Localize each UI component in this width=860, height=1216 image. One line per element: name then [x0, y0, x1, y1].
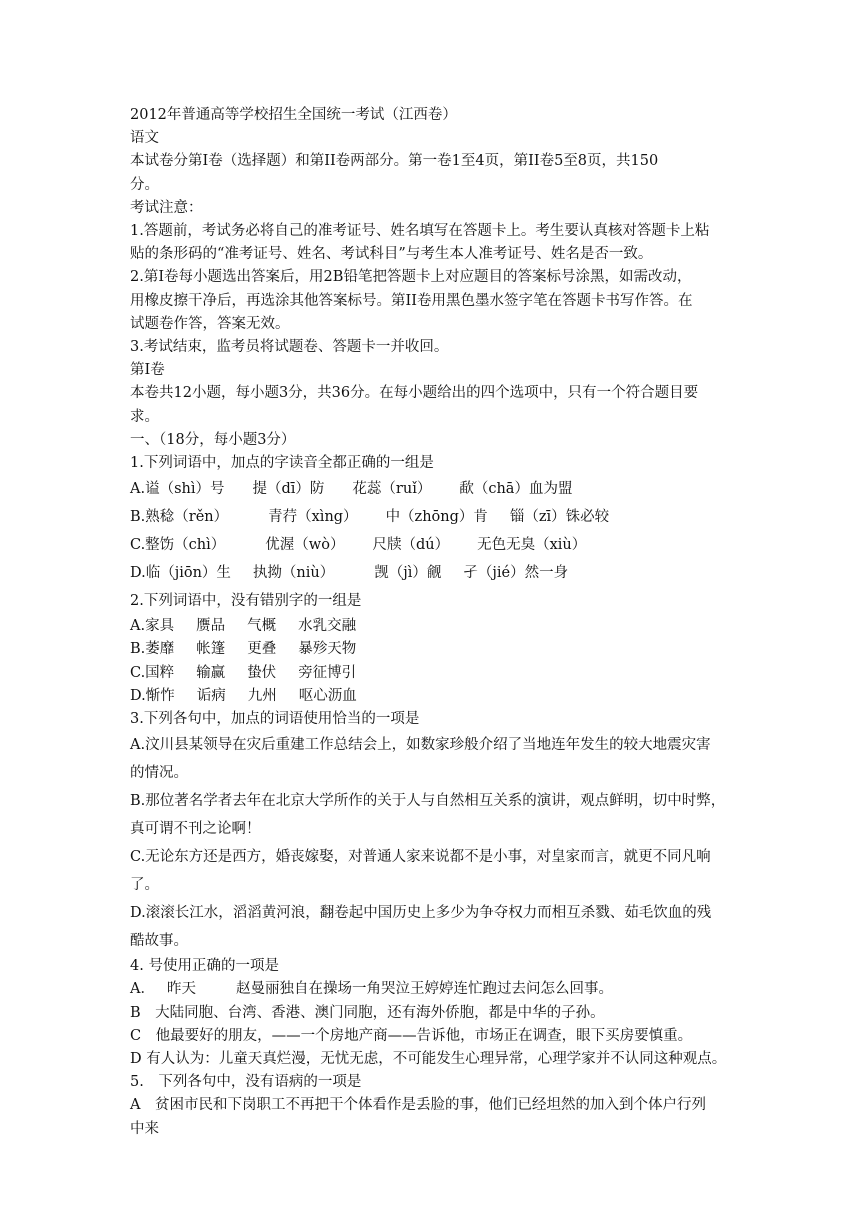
q3-stem: 3.下列各句中，加点的词语使用恰当的一项是: [130, 711, 420, 728]
intro-line-2: 分。: [130, 176, 159, 193]
q1-a-3: 花蕊（ruǐ）: [352, 481, 432, 498]
q1-c-2: 优渥（wò）: [265, 537, 345, 554]
q4-a-part2: 赵曼丽独自在操场一角哭泣王婷婷连忙跑过去问怎么回事。: [235, 981, 613, 998]
notice-3: 3.考试结束，监考员将试题卷、答题卡一并收回。: [130, 339, 449, 356]
part1-desc-b: 求。: [130, 408, 159, 425]
part1-heading: 第I卷: [130, 362, 165, 379]
q2-option-b: [130, 638, 734, 661]
q3-a-line-2: 的情况。: [130, 765, 188, 782]
q1-b-1: B.熟稔（rěn）: [130, 509, 229, 526]
q1-c-3: 尺牍（dú）: [372, 537, 450, 554]
q2-stem: 2.下列词语中，没有错别字的一组是: [130, 593, 362, 610]
q2-a-3: 气概: [247, 618, 277, 635]
q1-c-4: 无色无臭（xiù）: [477, 537, 587, 554]
q1-d-2: 执拗（niù）: [252, 565, 335, 582]
q1-option-b: [130, 503, 734, 531]
q1-a-4: 歃（chā）血为盟: [459, 481, 573, 498]
q4-option-c: C 他最要好的朋友，——一个房地产商——告诉他，市场正在调查，眼下买房要慎重。: [130, 1027, 693, 1044]
q1-b-4: 锱（zī）铢必较: [509, 509, 610, 526]
exam-title: 2012年普通高等学校招生全国统一考试（江西卷）: [130, 107, 457, 123]
q2-b-3: 更叠: [247, 641, 277, 658]
q5-a-line-2: 中来: [130, 1120, 159, 1137]
intro-line-1: 本试卷分第I卷（选择题）和第II卷两部分。第一卷1至4页，第II卷5至8页，共150: [130, 153, 659, 170]
notice-2b: 用橡皮擦干净后，再选涂其他答案标号。第II卷用黑色墨水签字笔在答题卡书写作答。在: [130, 292, 693, 309]
q3-c-line-1: C.无论东方还是西方，婚丧嫁娶，对普通人家来说都不是小事，对皇家而言，就更不同凡响: [130, 849, 711, 866]
q4-a-part1: 昨天: [166, 981, 196, 998]
q2-option-d: [130, 685, 734, 708]
q1-b-3: 中（zhōng）肯: [385, 509, 488, 526]
q2-a-1: A.家具: [130, 618, 175, 635]
q2-a-2: 赝品: [196, 618, 226, 635]
q1-stem: 1.下列词语中，加点的字读音全都正确的一组是: [130, 455, 434, 472]
q2-c-2: 输赢: [196, 664, 226, 681]
q1-a-2: 提（dī）防: [252, 481, 325, 498]
q4-option-d: D 有人认为：儿童天真烂漫，无忧无虑，不可能发生心理异常，心理学家并不认同这种观点。: [130, 1051, 727, 1068]
q2-d-3: 九州: [247, 687, 277, 704]
q3-a-line-1: A.汶川县某领导在灾后重建工作总结会上，如数家珍般介绍了当地连年发生的较大地震灾害: [130, 737, 711, 754]
notice-2c: 试题卷作答，答案无效。: [130, 315, 290, 332]
q5-stem: 5. 下列各句中，没有语病的一项是: [130, 1074, 362, 1091]
q1-d-3: 觊（jì）觎: [374, 565, 442, 582]
q2-option-a: [130, 615, 734, 638]
q1-d-4: 孑（jié）然一身: [463, 565, 569, 582]
q2-d-2: 诟病: [196, 687, 226, 704]
section1-heading: 一、（18分，每小题3分）: [130, 431, 296, 448]
q2-c-4: 旁征博引: [298, 664, 357, 681]
notice-1a: 1.答题前，考试务必将自己的准考证号、姓名填写在答题卡上。考生要认真核对答题卡上粘: [130, 223, 710, 240]
q4-a-label: A．: [130, 981, 155, 998]
q1-option-c: [130, 531, 734, 559]
notice-2a: 2.第I卷每小题选出答案后，用2B铅笔把答题卡上对应题目的答案标号涂黑，如需改动，: [130, 269, 692, 286]
q4-option-b: B 大陆同胞、台湾、香港、澳门同胞，还有海外侨胞，都是中华的子孙。: [130, 1004, 605, 1021]
q3-b-line-1: B.那位著名学者去年在北京大学所作的关于人与自然相互关系的演讲，观点鲜明，切中时弊，: [130, 793, 726, 810]
q2-d-1: D.惭怍: [130, 687, 175, 704]
notice-heading: 考试注意：: [130, 199, 203, 216]
subject: 语文: [130, 130, 159, 147]
part1-desc-a: 本卷共12小题，每小题3分，共36分。在每小题给出的四个选项中，只有一个符合题目要: [130, 385, 699, 402]
q4-stem: 4. 号使用正确的一项是: [130, 958, 279, 975]
q2-option-c: [130, 662, 734, 685]
q3-c-line-2: 了。: [130, 877, 159, 894]
q1-a-1: A.谥（shì）号: [130, 481, 225, 498]
notice-1b: 贴的条形码的“准考证号、姓名、考试科目”与考生本人准考证号、姓名是否一致。: [130, 246, 653, 263]
document-body: [130, 104, 734, 1141]
q5-a-line-1: A 贫困市民和下岗职工不再把干个体看作是丢脸的事，他们已经坦然的加入到个体户行列: [130, 1097, 706, 1114]
q3-b-line-2: 真可谓不刊之论啊！: [130, 821, 261, 838]
q1-b-2: 青荇（xìng）: [268, 509, 358, 526]
q3-d-line-1: D.滚滚长江水，滔滔黄河浪，翻卷起中国历史上多少为争夺权力而相互杀戮、茹毛饮血的残: [130, 905, 712, 922]
q2-c-3: 蛰伏: [247, 664, 277, 681]
q2-b-4: 暴殄天物: [298, 641, 357, 658]
q2-b-1: B.萎靡: [130, 641, 175, 658]
q3-d-line-2: 酷故事。: [130, 933, 188, 950]
q2-b-2: 帐篷: [196, 641, 226, 658]
q2-c-1: C.国粹: [130, 664, 175, 681]
q2-d-4: 呕心沥血: [298, 687, 357, 704]
q1-c-1: C.整饬（chì）: [130, 537, 226, 554]
q1-option-a: [130, 475, 734, 503]
q1-d-1: D.临（jiōn）生: [130, 565, 231, 582]
q4-option-a: [130, 978, 734, 1001]
q1-option-d: [130, 559, 734, 587]
q2-a-4: 水乳交融: [298, 618, 357, 635]
